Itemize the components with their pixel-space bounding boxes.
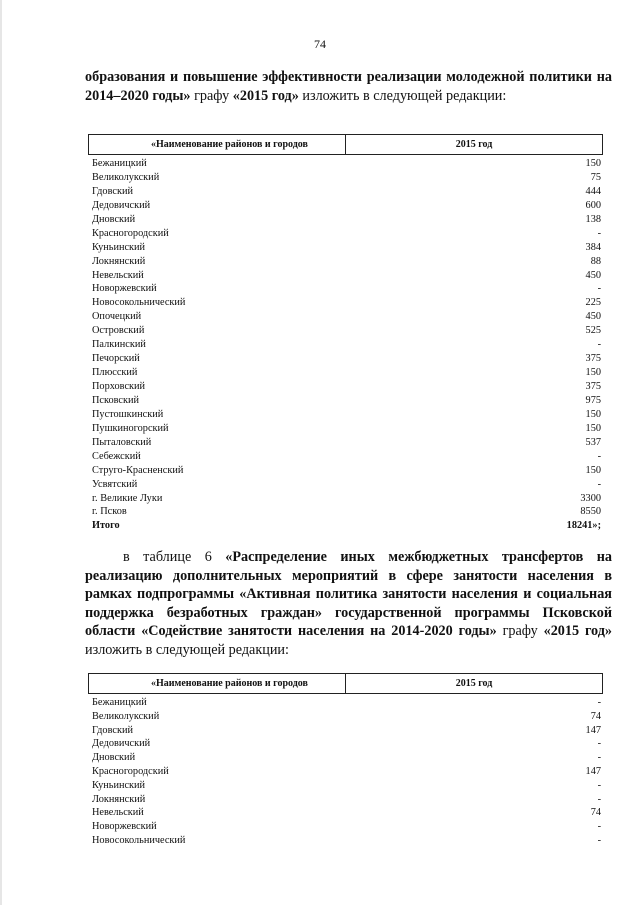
district-name: Бежаницкий [92, 697, 147, 708]
table-row [88, 834, 603, 848]
amount-value: 150 [585, 422, 601, 434]
district-name: Великолукский [92, 710, 160, 722]
table-row [88, 505, 603, 519]
table-row [88, 157, 603, 171]
district-name: Опочецкий [92, 311, 142, 323]
table-row [88, 185, 603, 199]
amount-value: 450 [585, 269, 601, 281]
table-row [88, 241, 603, 255]
district-name: Дновский [92, 213, 136, 225]
amount-value: 150 [585, 464, 601, 476]
district-name: Печорский [92, 353, 140, 365]
amount-value: 450 [585, 311, 601, 323]
amount-value: 147 [585, 724, 601, 736]
district-name: Дедовичский [92, 738, 151, 750]
text-segment: образования и повышение эффективности реализации молодежной политики на 2014–2020 годы» [85, 69, 612, 104]
table-row [88, 227, 603, 241]
page-number: 74 [314, 37, 326, 51]
amount-value: - [597, 478, 601, 490]
column-header-name: «Наименование районов и городов [89, 674, 346, 693]
table-row [88, 450, 603, 464]
table-row [88, 779, 603, 793]
table-row [88, 793, 603, 807]
district-name: Палкинский [92, 339, 146, 351]
scan-edge [0, 0, 2, 905]
amount-value: 74 [590, 807, 601, 819]
district-name: Бежаницкий [92, 158, 147, 169]
amount-value: 525 [585, 325, 601, 337]
district-name: Псковский [92, 394, 140, 406]
amount-value: 444 [585, 185, 601, 197]
table-1-body [88, 157, 603, 533]
table-1-header [88, 134, 603, 155]
amount-value: 150 [585, 158, 601, 169]
district-name: Новоржевский [92, 283, 157, 295]
amount-value: 75 [590, 171, 601, 183]
text-segment: «2015 год» [543, 623, 612, 639]
column-header-year: 2015 год [455, 139, 493, 150]
amount-value: 138 [585, 213, 601, 225]
amount-value: 18241»; [566, 520, 601, 532]
table-row [88, 171, 603, 185]
table-row [88, 696, 603, 710]
column-header-year: 2015 год [455, 678, 493, 689]
table-row [88, 492, 603, 506]
table-row [88, 310, 603, 324]
text-segment: «2015 год» [232, 87, 299, 104]
amount-value: - [597, 339, 601, 351]
amount-value: 375 [585, 381, 601, 392]
district-name: Новоржевский [92, 821, 157, 833]
table-row [88, 296, 603, 310]
district-name: Дедовичский [92, 199, 151, 211]
text-segment: изложить в следующей редакции: [298, 87, 507, 104]
table-row [88, 213, 603, 227]
district-name: Дновский [92, 752, 136, 764]
table-row [88, 394, 603, 408]
table-row [88, 820, 603, 834]
table-row [88, 324, 603, 338]
district-name: Куньинский [92, 241, 146, 253]
amount-value: - [597, 738, 601, 750]
table-row [88, 269, 603, 283]
district-name: Новосокольнический [92, 834, 186, 846]
table-row [88, 737, 603, 751]
amount-value: 147 [585, 765, 601, 777]
table-row [88, 408, 603, 422]
district-name: Новосокольнический [92, 297, 186, 309]
district-name: Себежский [92, 450, 141, 462]
table-row [88, 478, 603, 492]
table-row [88, 464, 603, 478]
district-name: Невельский [92, 269, 144, 281]
district-name: Локнянский [92, 255, 146, 267]
table-2-body [88, 696, 603, 848]
district-name: Красногородский [92, 227, 169, 239]
district-name: Итого [92, 520, 120, 532]
district-name: Островский [92, 325, 145, 337]
amount-value: 225 [585, 297, 601, 309]
amount-value: - [597, 697, 601, 708]
amount-value: - [597, 752, 601, 764]
amount-value: 88 [590, 255, 601, 267]
amount-value: 150 [585, 367, 601, 379]
amount-value: 8550 [580, 506, 601, 518]
district-name: Пушкиногорский [92, 422, 169, 434]
table-row [88, 338, 603, 352]
table-row [88, 724, 603, 738]
amount-value: - [597, 227, 601, 239]
paragraph-table-6 [85, 548, 612, 659]
amount-value: - [597, 793, 601, 805]
amount-value: 537 [585, 436, 601, 448]
district-name: Гдовский [92, 185, 133, 197]
table-row [88, 710, 603, 724]
table-row [88, 199, 603, 213]
amount-value: 3300 [580, 492, 601, 504]
amount-value: 150 [585, 408, 601, 420]
table-row [88, 380, 603, 394]
text-segment: графу [190, 87, 233, 104]
district-name: г. Великие Луки [92, 492, 163, 504]
district-name: Струго-Красненский [92, 464, 184, 476]
district-name: Великолукский [92, 171, 160, 183]
table-row [88, 255, 603, 269]
amount-value: - [597, 283, 601, 295]
district-name: Куньинский [92, 779, 146, 791]
table-total-row [88, 519, 603, 533]
district-name: Усвятский [92, 478, 138, 490]
table-row [88, 422, 603, 436]
amount-value: 74 [590, 710, 601, 722]
amount-value: 384 [585, 241, 601, 253]
paragraph-intro [85, 68, 612, 105]
amount-value: 600 [585, 199, 601, 211]
district-name: Красногородский [92, 765, 169, 777]
text-segment: графу [496, 623, 544, 639]
table-row [88, 751, 603, 765]
table-row [88, 765, 603, 779]
table-row [88, 282, 603, 296]
text-segment: изложить в следующей редакции: [85, 641, 289, 658]
district-name: Пустошкинский [92, 408, 164, 420]
text-segment: «Распределение иных межбюджетных трансфертов на реализацию дополнительных мероприятий в сфере занятости населения в рамках подпрограммы «Активная политика занятости населения и социальная поддержка безработных граждан» государственной программы Псковской области «Содействие занятости населения на 2014-2020 годы» [85, 549, 612, 639]
district-name: Гдовский [92, 724, 133, 736]
district-name: Плюсский [92, 367, 138, 379]
district-name: г. Псков [92, 506, 127, 518]
amount-value: 975 [585, 394, 601, 406]
table-2-header [88, 673, 603, 694]
column-header-name: «Наименование районов и городов [89, 135, 346, 154]
district-name: Пыталовский [92, 436, 152, 448]
table-1 [88, 134, 603, 533]
text-segment: в таблице 6 [123, 549, 226, 565]
table-row [88, 436, 603, 450]
district-name: Невельский [92, 807, 144, 819]
amount-value: - [597, 779, 601, 791]
table-row [88, 352, 603, 366]
table-row [88, 366, 603, 380]
table-2 [88, 673, 603, 848]
amount-value: - [597, 834, 601, 846]
amount-value: 375 [585, 353, 601, 365]
amount-value: - [597, 821, 601, 833]
amount-value: - [597, 450, 601, 462]
table-row [88, 806, 603, 820]
district-name: Локнянский [92, 793, 146, 805]
district-name: Порховский [92, 381, 146, 392]
